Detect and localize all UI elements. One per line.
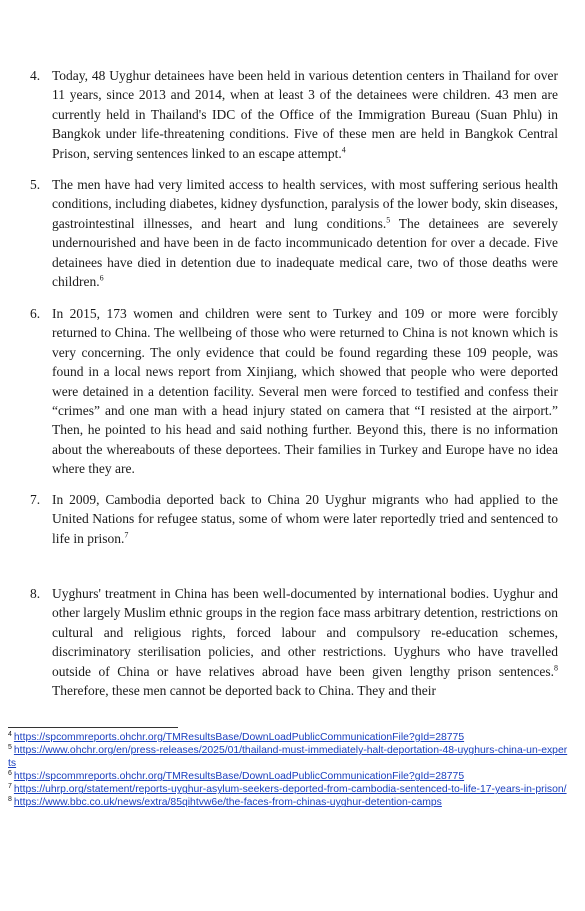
footnote-link[interactable]: https://uhrp.org/statement/reports-uyghur-asylum-seekers-deported-from-cambodia-sentenced-to-life-17-years-in-prison/ <box>13 784 567 796</box>
paragraph-text: In 2015, 173 women and children were sent to Turkey and 109 or more were forcibly returned to China. The wellbeing of those who were returned to China is not known which is very concerning. The only evidence that could be found regarding these 109 people, was found in a local news report from Xinjiang, which showed that people who were deported were detained in a detention facility. Several men were forced to testified and confess their “crimes” and one man with a head injury stated on camera that “I resisted at the airport.” Then, he pointed to his head and said nothing further. Beyond this, there is no information about the whereabouts of these deportees. Their families in Turkey and Europe have no idea where they are. <box>52 306 558 477</box>
paragraph-number: 7. <box>30 492 41 507</box>
footnote-ref[interactable]: 5 <box>386 215 391 225</box>
paragraph-text: Today, 48 Uyghur detainees have been held in various detention centers in Thailand for over 11 years, since 2013 and 2014, when at least 3 of the detainees were children. 43 men are currently held in Thailand's IDC of the Office of the Immigration Bureau (Suan Phlu) in Bangkok under life-threatening conditions. Five of these men are held in Bangkok Central Prison, serving sentences linked to an escape attempt. <box>52 68 558 161</box>
footnote-ref[interactable]: 8 <box>554 663 558 673</box>
footnote-number: 5 <box>8 743 12 751</box>
footnote-ref[interactable]: 4 <box>341 145 346 155</box>
paragraph-4 <box>30 66 558 163</box>
paragraph-5 <box>30 175 558 291</box>
paragraph-number: 5. <box>30 177 41 192</box>
footnote-7 <box>8 783 568 796</box>
footnote-ref[interactable]: 6 <box>99 273 104 283</box>
paragraph-number: 6. <box>30 306 41 321</box>
paragraph-text: The men have had very limited access to health services, with most suffering serious health conditions, including diabetes, kidney dysfunction, paralysis of the lower body, skin diseases, gastrointestinal illnesses, and heart and lung conditions. <box>52 177 558 231</box>
paragraph-text: Uyghurs' treatment in China has been well-documented by international bodies. Uyghur and other largely Muslim ethnic groups in the region face mass arbitrary detention, restrictions on cultural and religious rights, forced labour and compulsory re-education schemes, discriminatory sterilisation policies, and other restrictions. Uyghurs who have travelled outside of China or have relatives abroad have been given lengthy prison sentences. <box>52 586 558 679</box>
paragraph-number: 4. <box>30 68 41 83</box>
footnote-number: 8 <box>8 796 12 803</box>
footnote-link[interactable]: https://spcommreports.ohchr.org/TMResultsBase/DownLoadPublicCommunicationFile?gId=28775 <box>13 732 465 743</box>
footnote-link[interactable]: https://www.bbc.co.uk/news/extra/85qihtvw6e/the-faces-from-chinas-uyghur-detention-camps <box>13 797 442 809</box>
footnote-8 <box>8 796 568 809</box>
paragraph-7 <box>30 490 558 548</box>
footnote-divider <box>8 727 178 728</box>
footnote-number: 6 <box>8 769 12 777</box>
paragraph-text-continued: The detainees are severely undernourished and have been in de facto incommunicado detention for over a decade. Five detainees have died in detention due to inadequate medical care, two of those deaths were children. <box>52 215 558 290</box>
footnote-5 <box>8 744 568 770</box>
footnote-link[interactable]: https://spcommreports.ohchr.org/TMResultsBase/DownLoadPublicCommunicationFile?gId=28775 <box>13 771 465 783</box>
paragraph-6 <box>30 304 558 479</box>
footnote-number: 4 <box>8 730 12 738</box>
paragraph-text: In 2009, Cambodia deported back to China 20 Uyghur migrants who had applied to the United Nations for refugee status, some of whom were later reportedly tried and sentenced to life in prison. <box>52 492 558 546</box>
paragraph-number: 8. <box>30 586 41 601</box>
paragraph-8 <box>30 584 558 700</box>
footnote-link[interactable]: https://www.ohchr.org/en/press-releases/2025/01/thailand-must-immediately-halt-deportation-48-uyghurs-china-un-experts <box>8 745 568 770</box>
footnote-ref[interactable]: 7 <box>124 530 129 540</box>
footnote-4 <box>8 731 568 744</box>
footnote-6 <box>8 770 568 783</box>
footnotes <box>8 731 568 810</box>
footnote-number: 7 <box>8 782 12 790</box>
paragraph-text-continued: Therefore, these men cannot be deported back to China. They and their <box>52 683 436 699</box>
